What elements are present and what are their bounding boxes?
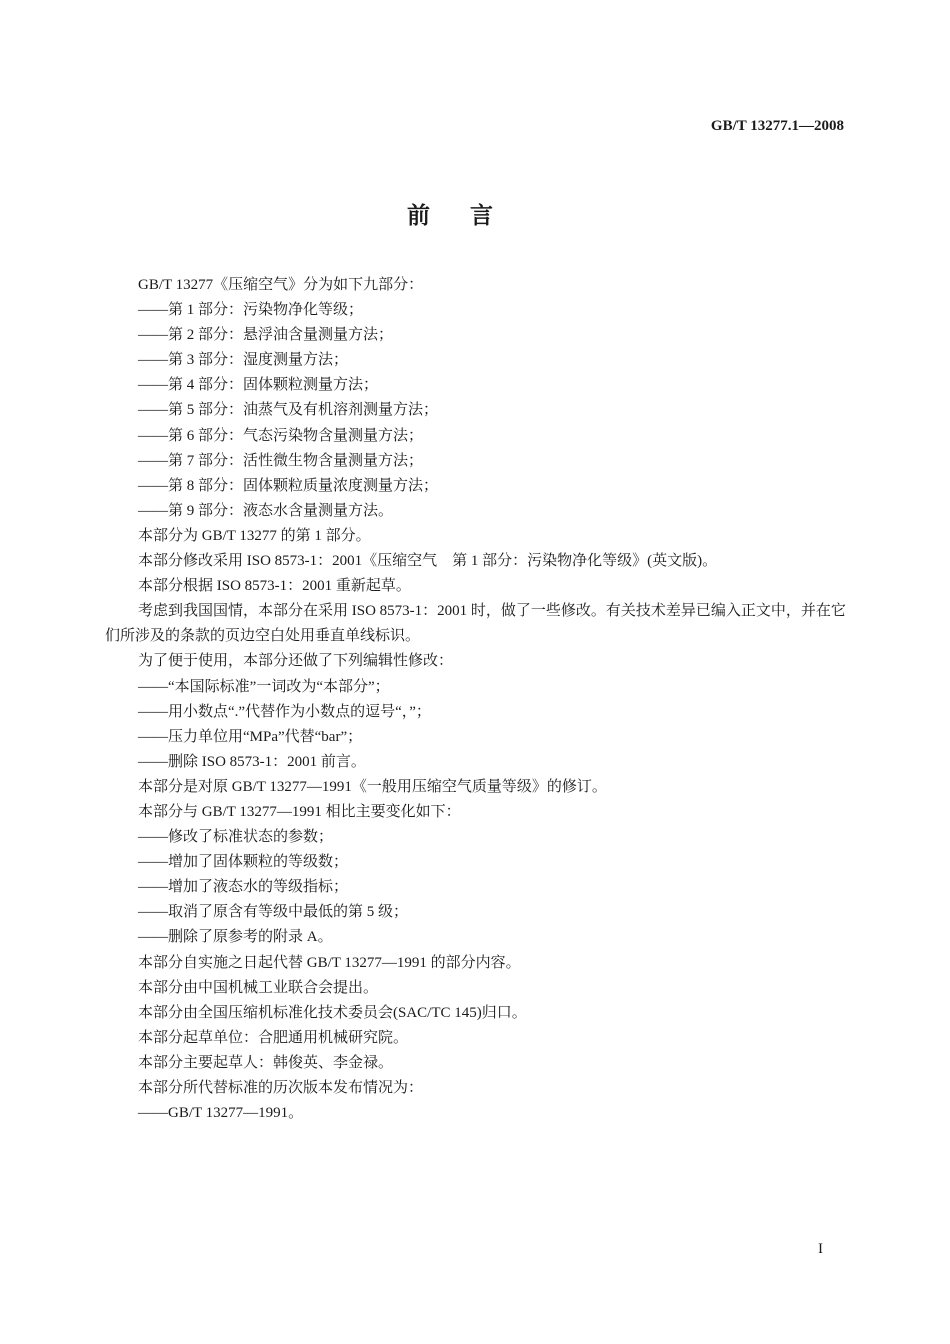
- foreword-body: [105, 273, 847, 1126]
- list-item: ——第 7 部分：活性微生物含量测量方法；: [138, 452, 424, 469]
- list-item: ——第 6 部分：气态污染物含量测量方法；: [138, 427, 424, 444]
- list-item: ——第 2 部分：悬浮油含量测量方法；: [138, 327, 394, 344]
- paragraph: 考虑到我国国情，本部分在采用 ISO 8573-1：2001 时，做了一些修改。有关技术差异已编入正文中，并在它们所涉及的条款的页边空白处用垂直单线标识。: [105, 603, 846, 645]
- list-item: ——GB/T 13277—1991。: [138, 1105, 304, 1122]
- standard-number: GB/T 13277.1—2008: [710, 118, 844, 134]
- paragraph: 本部分起草单位：合肥通用机械研究院。: [138, 1029, 409, 1046]
- paragraph: 本部分自实施之日起代替 GB/T 13277—1991 的部分内容。: [138, 954, 521, 971]
- list-item: ——第 4 部分：固体颗粒测量方法；: [138, 377, 379, 394]
- paragraph: 本部分由全国压缩机标准化技术委员会(SAC/TC 145)归口。: [138, 1004, 527, 1021]
- list-item: ——压力单位用“MPa”代替“bar”；: [138, 728, 363, 745]
- list-item: ——删除 ISO 8573-1：2001 前言。: [138, 753, 366, 770]
- paragraph: 本部分与 GB/T 13277—1991 相比主要变化如下：: [138, 803, 461, 820]
- paragraph: 为了便于使用，本部分还做了下列编辑性修改：: [138, 653, 454, 670]
- list-item: ——第 3 部分：湿度测量方法；: [138, 352, 349, 369]
- list-item: ——用小数点“.”代替作为小数点的逗号“，”；: [138, 703, 431, 720]
- paragraph: 本部分主要起草人：韩俊英、李金禄。: [138, 1054, 394, 1071]
- paragraph: 本部分是对原 GB/T 13277—1991《一般用压缩空气质量等级》的修订。: [138, 778, 607, 795]
- paragraph: 本部分为 GB/T 13277 的第 1 部分。: [138, 527, 371, 544]
- page-number: I: [818, 1241, 823, 1257]
- list-item: ——取消了原含有等级中最低的第 5 级；: [138, 904, 409, 921]
- page-title: 前言: [407, 203, 533, 228]
- paragraph: GB/T 13277《压缩空气》分为如下九部分：: [138, 277, 424, 293]
- paragraph: 本部分由中国机械工业联合会提出。: [138, 979, 379, 996]
- paragraph: 本部分根据 ISO 8573-1：2001 重新起草。: [138, 578, 411, 595]
- list-item: ——删除了原参考的附录 A。: [138, 929, 333, 946]
- list-item: ——增加了固体颗粒的等级数；: [138, 854, 349, 871]
- list-item: ——修改了标准状态的参数；: [138, 829, 334, 846]
- list-item: ——第 1 部分：污染物净化等级；: [138, 302, 364, 319]
- list-item: ——第 9 部分：液态水含量测量方法。: [138, 502, 394, 519]
- list-item: ——第 8 部分：固体颗粒质量浓度测量方法；: [138, 477, 439, 494]
- paragraph: 本部分所代替标准的历次版本发布情况为：: [138, 1080, 424, 1096]
- paragraph: 本部分修改采用 ISO 8573-1：2001《压缩空气 第 1 部分：污染物净化等级》(英文版)。: [138, 553, 718, 570]
- list-item: ——增加了液态水的等级指标；: [138, 879, 349, 896]
- list-item: ——“本国际标准”一词改为“本部分”；: [138, 678, 390, 695]
- list-item: ——第 5 部分：油蒸气及有机溶剂测量方法；: [138, 402, 439, 419]
